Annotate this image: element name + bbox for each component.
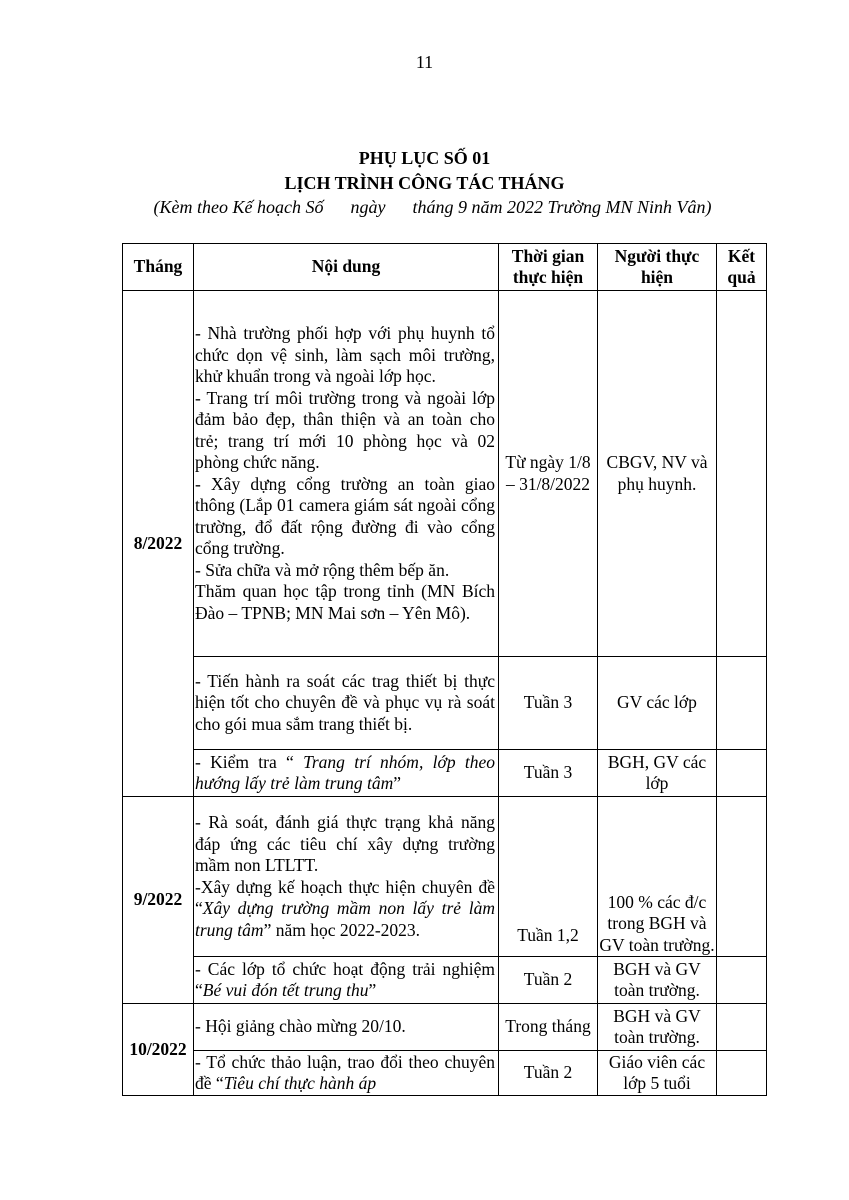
content-italic: Xây dựng trường mầm non lấy trẻ làm trung tâm xyxy=(195,898,495,940)
schedule-table xyxy=(122,243,767,1096)
content-line: Thăm quan học tập trong tỉnh (MN Bích Đào – TPNB; MN Mai sơn – Yên Mô). xyxy=(195,581,495,623)
schedule-title: LỊCH TRÌNH CÔNG TÁC THÁNG xyxy=(284,173,565,193)
content-line: - Nhà trường phối hợp với phụ huynh tổ chức dọn vệ sinh, làm sạch môi trường, khử khuẩn trong và ngoài lớp học. xyxy=(195,323,495,386)
content-cell: - Hội giảng chào mừng 20/10. xyxy=(194,1004,499,1051)
person-cell: 100 % các đ/c trong BGH và GV toàn trường. xyxy=(598,797,717,957)
time-cell: Từ ngày 1/8 – 31/8/2022 xyxy=(499,291,598,657)
table-header-row xyxy=(123,244,767,291)
table-row xyxy=(123,1004,767,1051)
result-cell xyxy=(717,657,767,750)
content-cell xyxy=(194,750,499,797)
result-cell xyxy=(717,797,767,957)
time-cell: Tuần 2 xyxy=(499,1051,598,1096)
content-cell xyxy=(194,957,499,1004)
content-cell xyxy=(194,291,499,657)
page-number: 11 xyxy=(415,52,434,72)
content-prefix: - Kiểm tra “ xyxy=(195,751,304,772)
subtitle: (Kèm theo Kế hoạch Số ngày tháng 9 năm 2022 Trường MN Ninh Vân) xyxy=(153,197,712,217)
content-prefix: - Các lớp tổ chức hoạt động trải nghiệm “ xyxy=(195,958,495,1000)
result-cell xyxy=(717,1051,767,1096)
person-cell: BGH và GV toàn trường. xyxy=(598,957,717,1004)
content-italic: Trang trí nhóm, lớp theo hướng lấy trẻ làm trung tâm xyxy=(195,751,495,793)
header-nguoi: Người thực hiện xyxy=(598,244,717,291)
content-cell xyxy=(194,1051,499,1096)
content-prefix: -Xây dựng kế hoạch thực hiện chuyên đề “ xyxy=(195,876,495,918)
header-ket-qua: Kết quả xyxy=(717,244,767,291)
table-row xyxy=(123,750,767,797)
month-cell: 10/2022 xyxy=(123,1004,194,1096)
content-cell xyxy=(194,657,499,750)
month-cell: 9/2022 xyxy=(123,797,194,1004)
result-cell xyxy=(717,750,767,797)
content-prefix: - Tổ chức thảo luận, trao đổi theo chuyên đề “ xyxy=(195,1051,495,1093)
content-line: - Xây dựng cổng trường an toàn giao thông (Lắp 01 camera giám sát ngoài cổng trường, đổ đất rộng đường đi vào cổng cổng trường. xyxy=(195,473,495,558)
appendix-title: PHỤ LỤC SỐ 01 xyxy=(358,148,491,168)
table-row xyxy=(123,1051,767,1096)
content-suffix: ” xyxy=(393,773,402,793)
content-line xyxy=(195,877,495,942)
person-cell: Giáo viên các lớp 5 tuổi xyxy=(598,1051,717,1096)
table-row xyxy=(123,957,767,1004)
time-cell: Tuần 3 xyxy=(499,657,598,750)
content-line: - Rà soát, đánh giá thực trạng khả năng đáp ứng các tiêu chí xây dựng trường mầm non LTLTT. xyxy=(195,812,495,875)
header-thang: Tháng xyxy=(123,244,194,291)
person-cell: GV các lớp xyxy=(598,657,717,750)
result-cell xyxy=(717,957,767,1004)
content-cell xyxy=(194,797,499,957)
content-line: - Sửa chữa và mở rộng thêm bếp ăn. xyxy=(195,559,450,580)
table-row xyxy=(123,291,767,657)
person-cell: BGH, GV các lớp xyxy=(598,750,717,797)
header-thoi-gian: Thời gian thực hiện xyxy=(499,244,598,291)
content-line: - Trang trí môi trường trong và ngoài lớp đảm bảo đẹp, thân thiện và an toàn cho trẻ; trang trí mới 10 phòng học và 02 phòng chức năng. xyxy=(195,387,495,472)
table-row xyxy=(123,657,767,750)
table-row xyxy=(123,797,767,957)
time-cell: Trong tháng xyxy=(499,1004,598,1051)
month-cell: 8/2022 xyxy=(123,291,194,797)
content-suffix: ” năm học 2022-2023. xyxy=(263,919,421,940)
document-heading xyxy=(0,145,849,220)
result-cell xyxy=(717,291,767,657)
person-cell: CBGV, NV và phụ huynh. xyxy=(598,291,717,657)
person-cell: BGH và GV toàn trường. xyxy=(598,1004,717,1051)
content-suffix: ” xyxy=(368,980,377,1000)
time-cell: Tuần 1,2 xyxy=(499,797,598,957)
header-noi-dung: Nội dung xyxy=(194,244,499,291)
time-cell: Tuần 2 xyxy=(499,957,598,1004)
result-cell xyxy=(717,1004,767,1051)
content-italic: Tiêu chí thực hành áp xyxy=(223,1073,377,1093)
time-cell: Tuần 3 xyxy=(499,750,598,797)
content-line: - Tiến hành ra soát các trag thiết bị thực hiện tốt cho chuyên đề và phục vụ rà soát cho gói mua sắm trang thiết bị. xyxy=(195,670,495,734)
content-italic: Bé vui đón tết trung thu xyxy=(202,980,369,1000)
